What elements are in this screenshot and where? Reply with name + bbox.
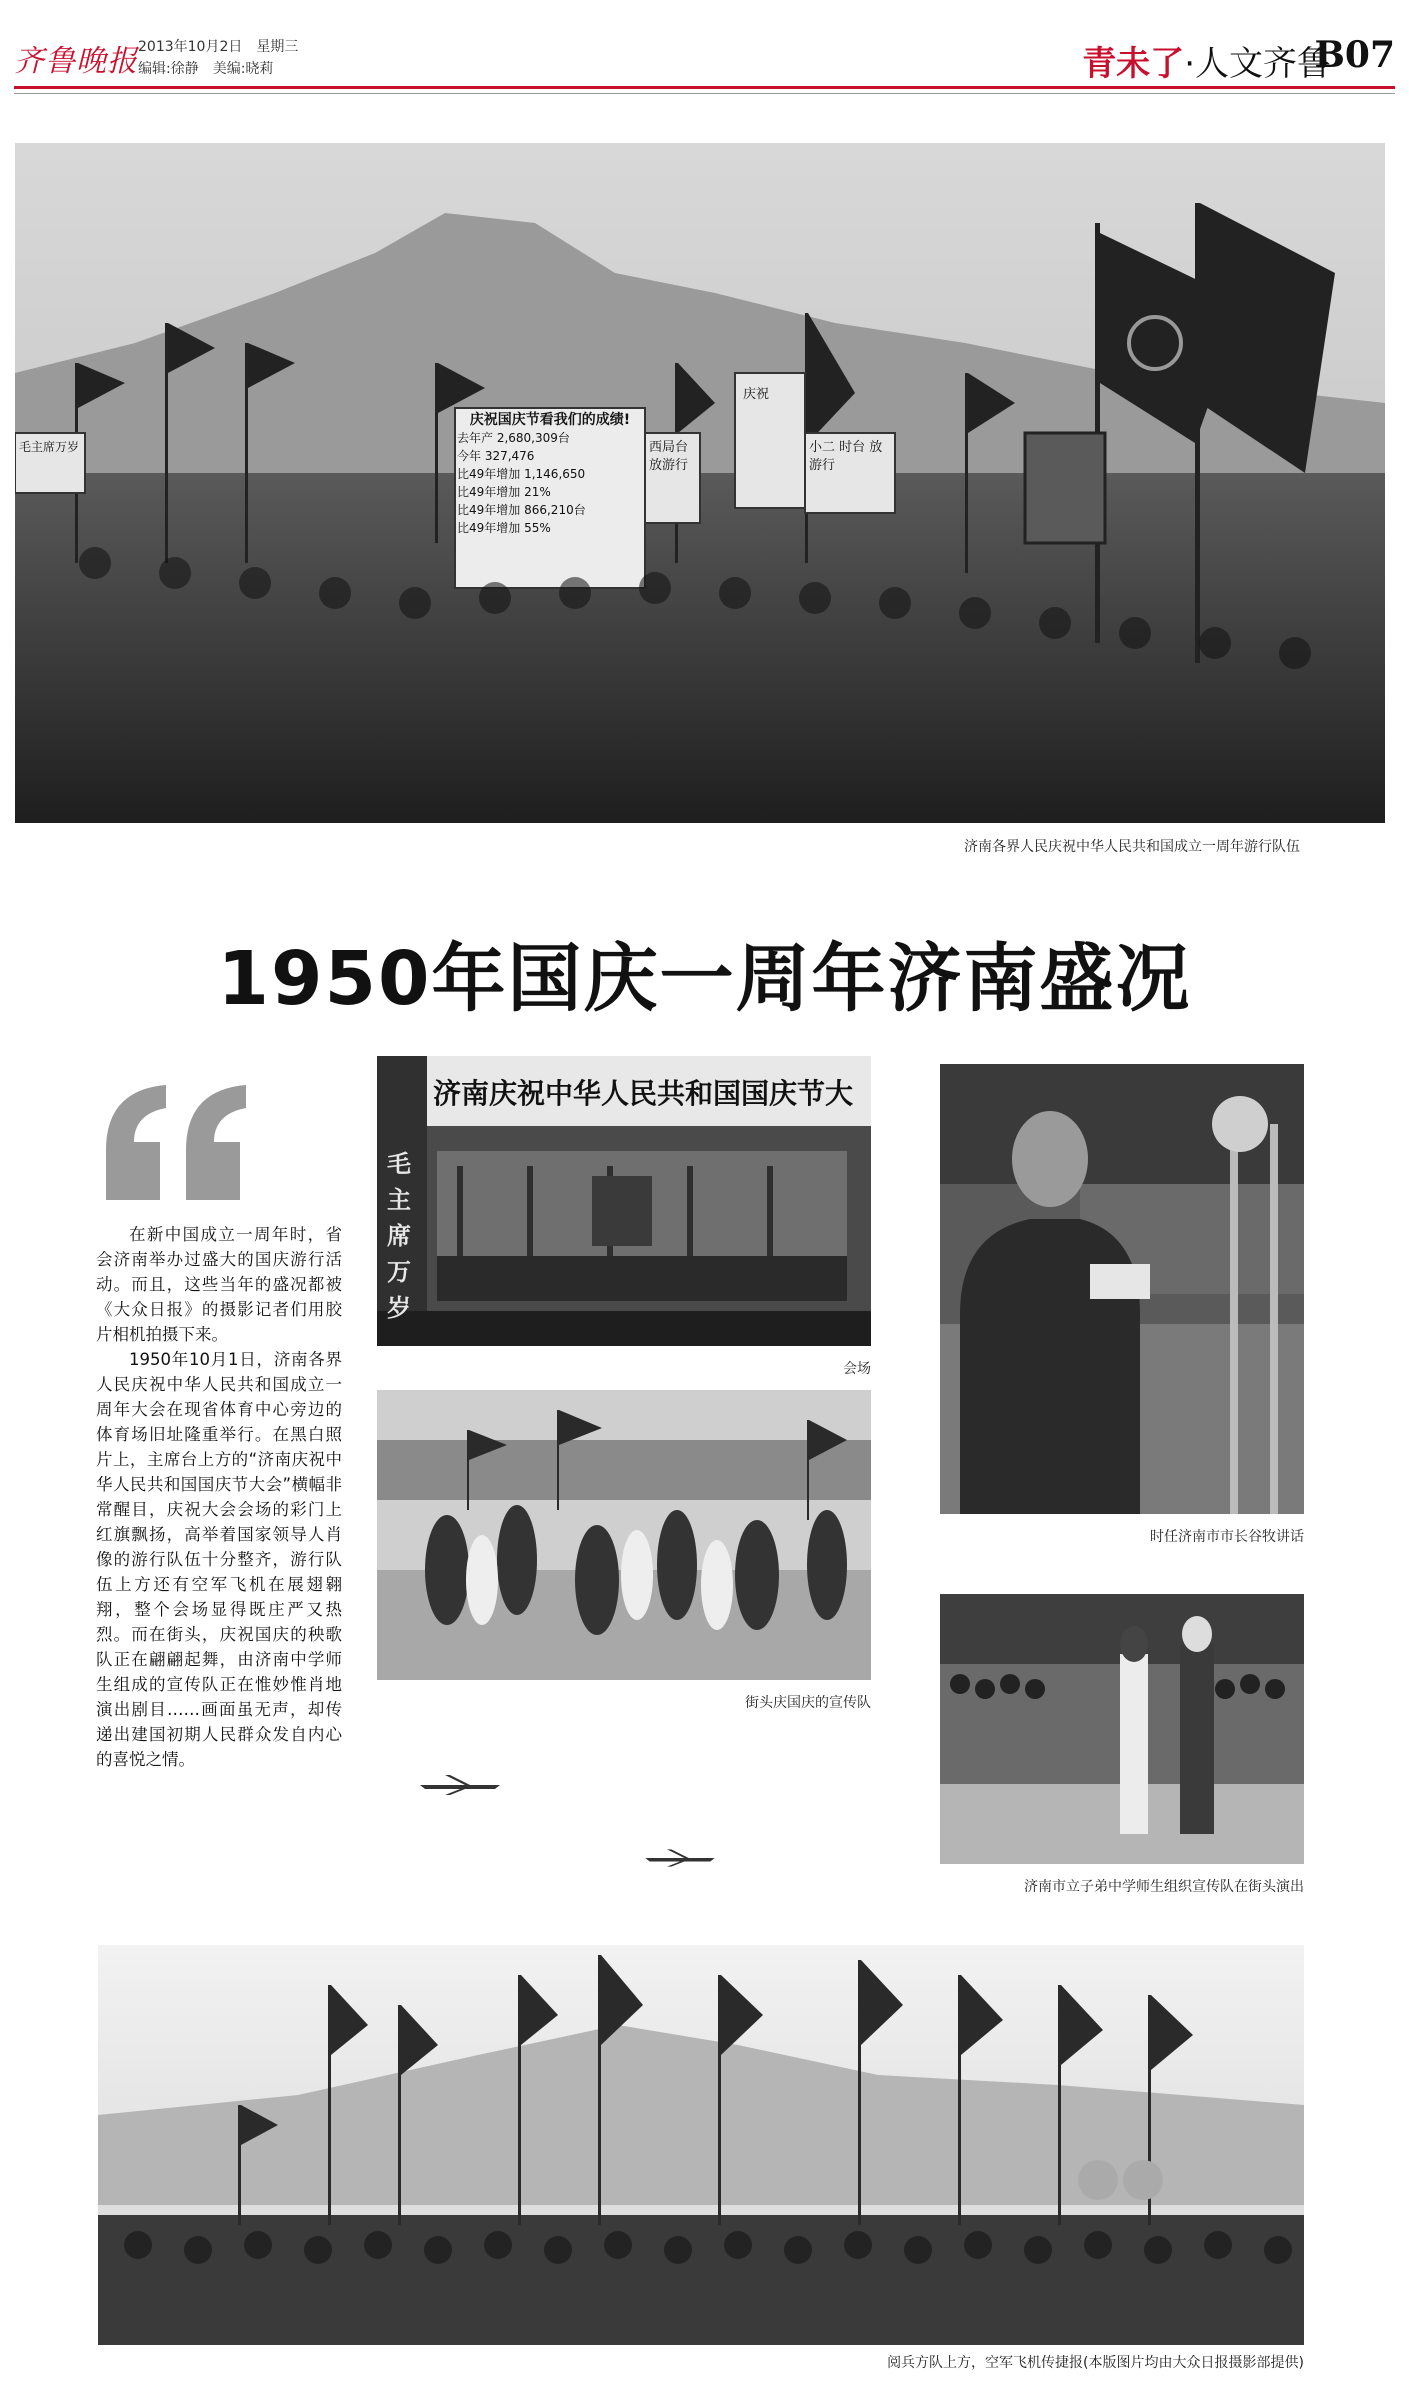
caption-performance: 济南市立子弟中学师生组织宣传队在街头演出	[1024, 1879, 1304, 1895]
sign-mao: 毛主席万岁	[19, 440, 80, 454]
sign-line: 比49年增加 21%	[457, 485, 551, 499]
sign-line: 去年产 2,680,309台	[457, 431, 570, 445]
photo-speaker	[940, 1064, 1304, 1514]
caption-street: 街头庆国庆的宣传队	[745, 1695, 871, 1711]
caption-top: 济南各界人民庆祝中华人民共和国成立一周年游行队伍	[964, 839, 1300, 855]
airplane-icon	[640, 1845, 720, 1871]
sign-line: 今年 327,476	[457, 449, 535, 463]
sign-small: 小二 时台 放游行	[809, 440, 883, 473]
header-rule-thin	[14, 93, 1395, 94]
venue-banner: 济南庆祝中华人民共和国国庆节大	[433, 1077, 854, 1110]
editor-credits: 编辑:徐静 美编:晓莉	[138, 61, 274, 77]
section-title-secondary: 人文齐鲁	[1195, 44, 1331, 84]
issue-date: 2013年10月2日 星期三	[138, 39, 299, 55]
sign-line: 比49年增加 1,146,650	[457, 467, 586, 481]
photo-street	[377, 1390, 871, 1680]
airplane-icon	[415, 1770, 505, 1800]
venue-side-banner: 毛主席万岁	[387, 1150, 411, 1322]
header-rule	[14, 86, 1395, 89]
sign-line: 比49年增加 866,210台	[457, 503, 586, 517]
sign-achievement-title: 庆祝国庆节看我们的成绩!	[469, 412, 631, 428]
section-title-primary: 青未了	[1082, 44, 1185, 84]
sign-celebrate: 庆祝	[743, 387, 770, 402]
page-number: B07	[1314, 34, 1395, 76]
photo-performance	[940, 1594, 1304, 1864]
article-paragraph: 在新中国成立一周年时，省会济南举办过盛大的国庆游行活动。而且，这些当年的盛况都被《大众日报》的摄影记者们用胶片相机拍摄下来。	[96, 1225, 342, 1344]
section-title	[1082, 36, 1331, 85]
article-paragraph: 1950年10月1日，济南各界人民庆祝中华人民共和国成立一周年大会在现省体育中心旁边的体育场旧址隆重举行。在黑白照片上，主席台上方的“济南庆祝中华人民共和国国庆节大会”横幅非常醒目，庆祝大会会场的彩门上红旗飘扬，高举着国家领导人肖像的游行队伍十分整齐，游行队伍上方还有空军飞机在展翅翱翔，整个会场显得既庄严又热烈。而在街头，庆祝国庆的秧歌队正在翩翩起舞，由济南中学师生组成的宣传队正在惟妙惟肖地演出剧目……画面虽无声，却传递出建国初期人民群众发自内心的喜悦之情。	[96, 1350, 342, 1769]
newspaper-logo: 齐鲁晚报	[14, 44, 138, 79]
photo-parade-bottom	[98, 1945, 1304, 2345]
sign-achievement	[457, 411, 643, 537]
article-body	[96, 1222, 342, 1772]
section-title-dot: ·	[1184, 44, 1195, 84]
photo-parade-top	[15, 143, 1385, 823]
caption-venue: 会场	[843, 1361, 871, 1377]
caption-speaker: 时任济南市市长谷牧讲话	[1150, 1529, 1304, 1545]
sign-west: 西局台 放游行	[649, 440, 689, 473]
quote-mark-icon	[96, 1080, 252, 1210]
headline: 1950年国庆一周年济南盛况	[217, 936, 1192, 1022]
sign-line: 比49年增加 55%	[457, 521, 551, 535]
caption-parade-bottom: 阅兵方队上方，空军飞机传捷报(本版图片均由大众日报摄影部提供)	[887, 2355, 1304, 2371]
photo-venue	[377, 1056, 871, 1346]
